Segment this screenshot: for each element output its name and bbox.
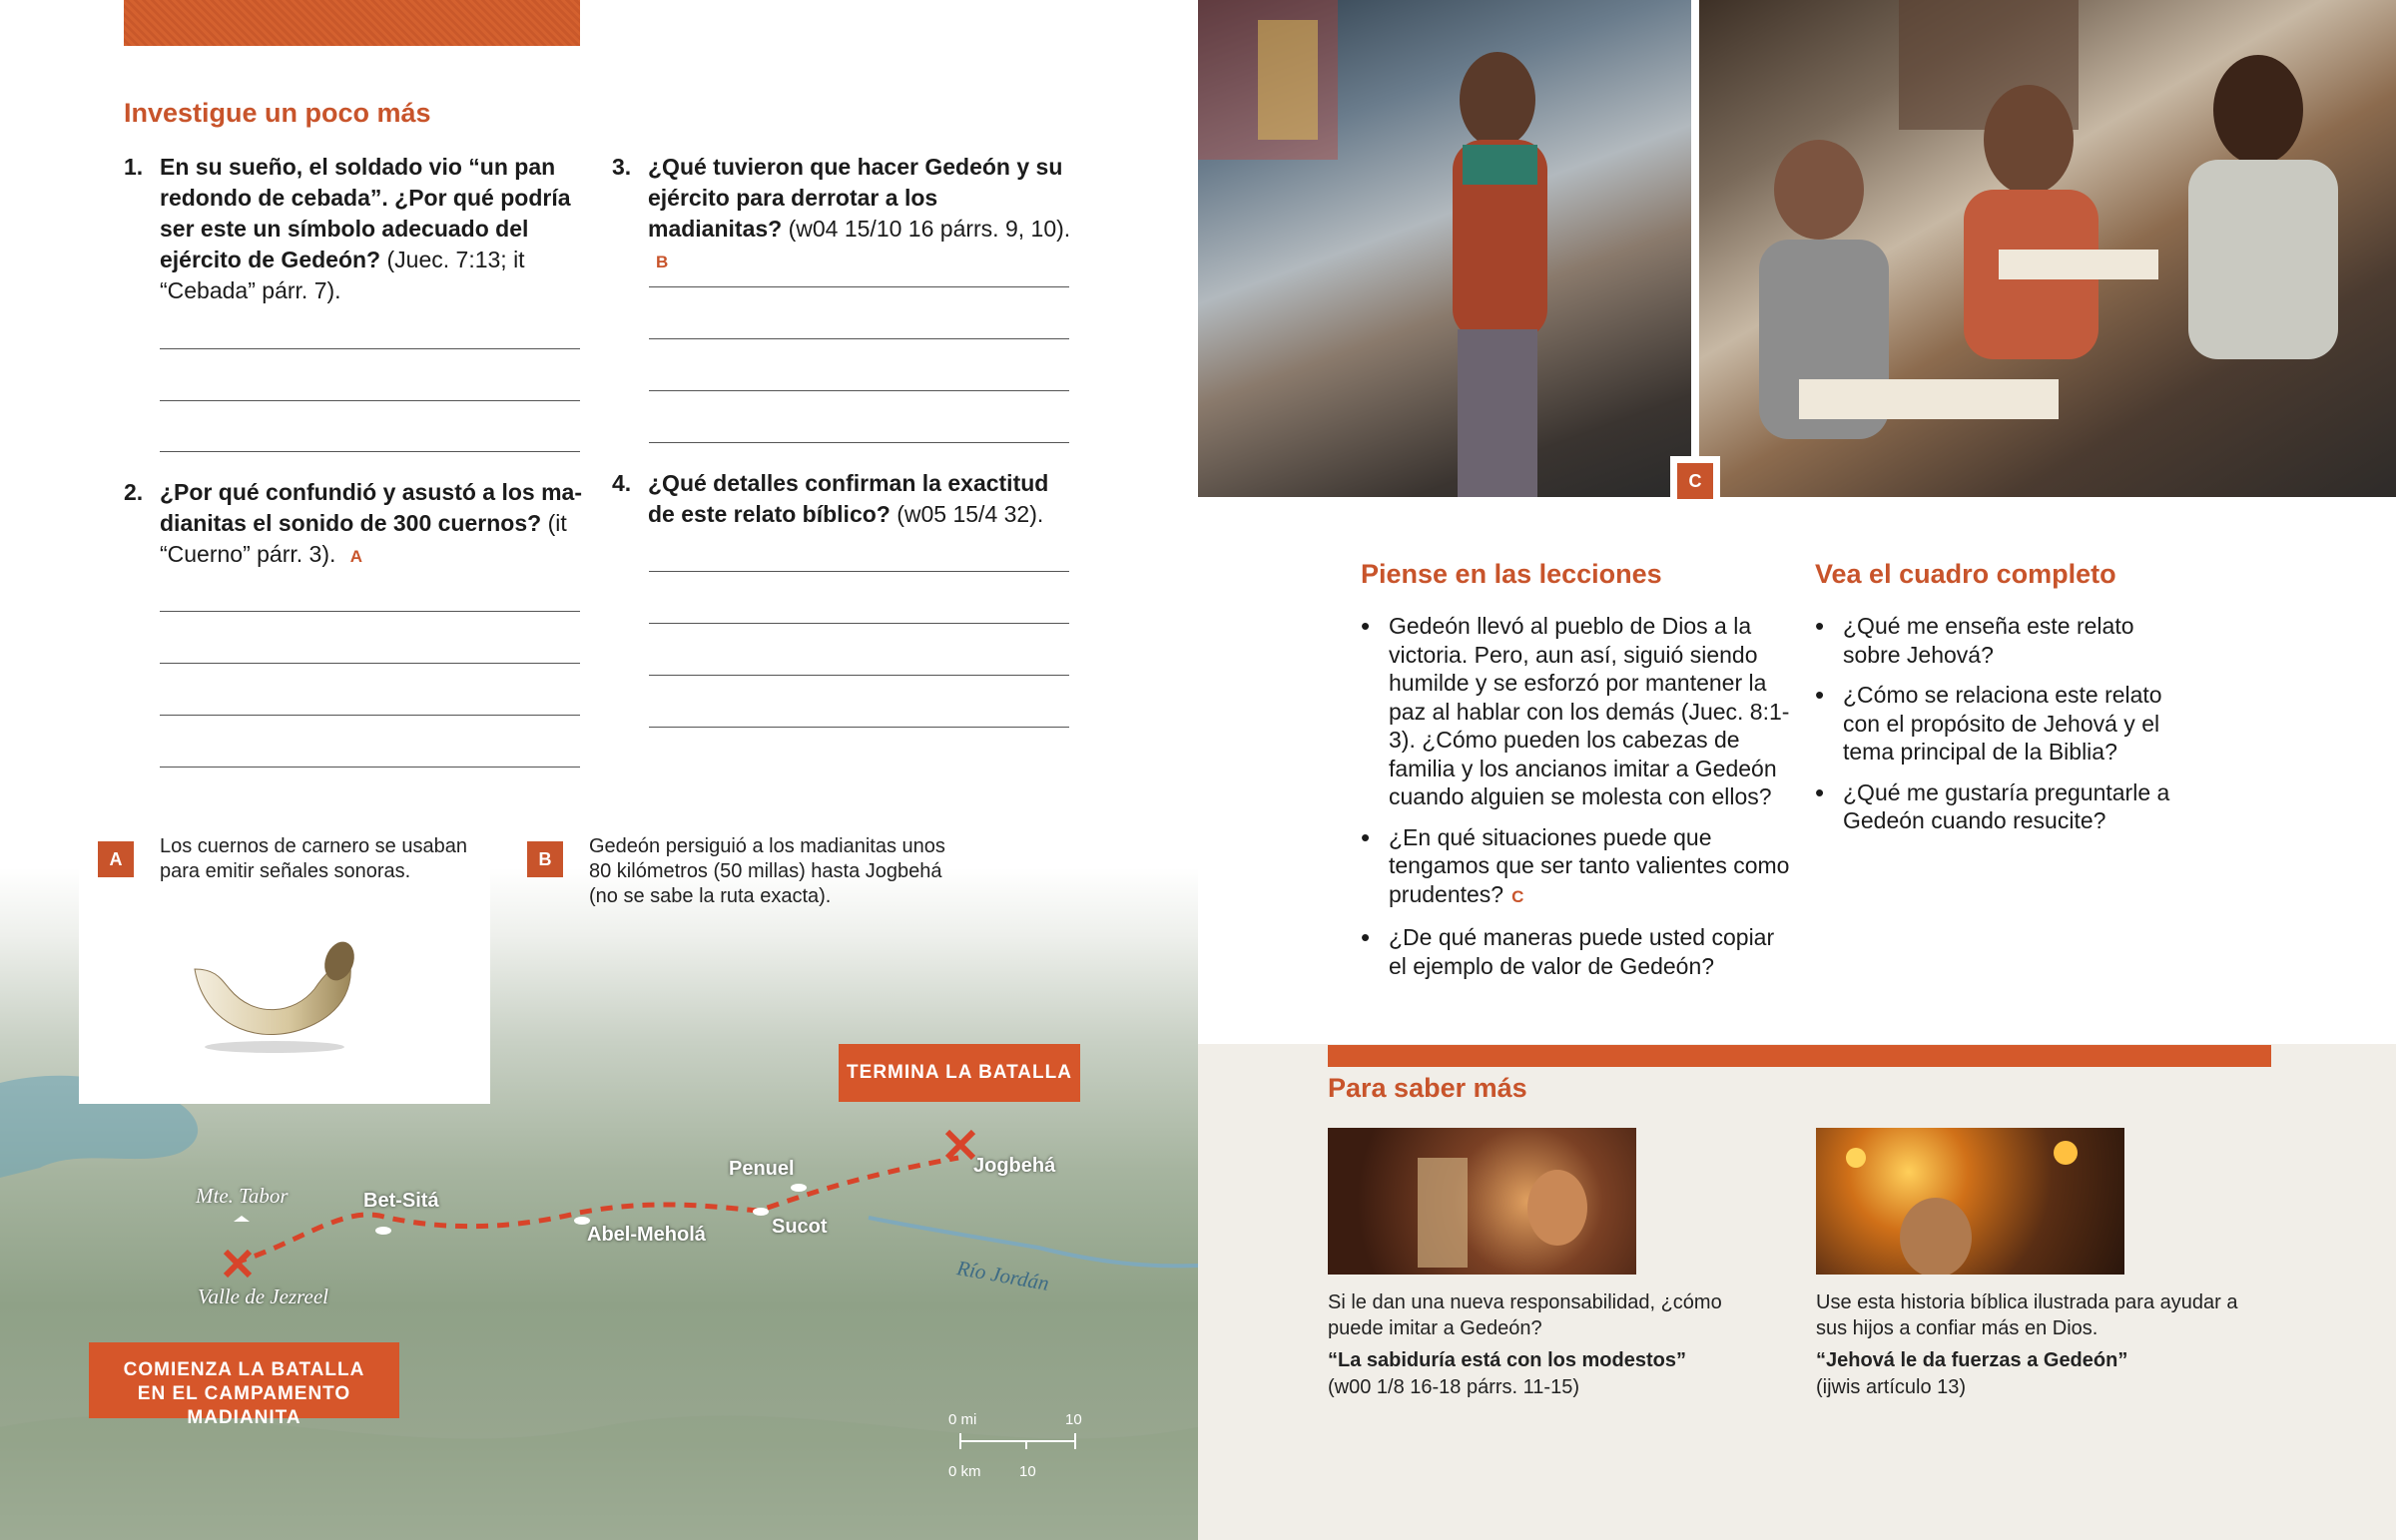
answer-line[interactable] — [160, 715, 580, 716]
answer-line[interactable] — [160, 663, 580, 664]
answer-line[interactable] — [160, 767, 580, 768]
scale-mi-label: 0 mi — [948, 1411, 977, 1428]
answer-line[interactable] — [649, 675, 1069, 676]
article-1-description: Si le dan una nueva responsabilidad, ¿cómo puede imitar a Gedeón? — [1328, 1291, 1722, 1339]
caption-a: Los cuernos de carnero se usaban para emitir señales sonoras. — [160, 835, 467, 882]
photo-divider — [1691, 0, 1699, 497]
horn-card — [79, 819, 490, 1104]
caption-b: Gedeón persiguió a los madianitas unos 80 kilómetros (50 millas) hasta Jogbehá (no se sabe la ruta exacta). — [589, 835, 945, 907]
question-number: 3. — [612, 154, 632, 180]
decorative-texture-bar — [124, 0, 580, 46]
photo-illustration — [1699, 0, 2396, 497]
scale-km-value: 10 — [1019, 1463, 1036, 1480]
lecciones-heading: Piense en las lecciones — [1361, 559, 1662, 589]
article-1-reference: (w00 1/8 16-18 párrs. 11-15) — [1328, 1376, 1579, 1398]
map-label-tabor: Mte. Tabor — [196, 1184, 289, 1208]
lecciones-item: • ¿De qué maneras puede usted copiar el ejemplo de valor de Gedeón? — [1361, 923, 1790, 980]
question-3 — [612, 152, 1071, 271]
article-thumbnail-1[interactable] — [1328, 1128, 1636, 1275]
question-text: ¿Qué tuvieron que hacer Gedeón y su ejército para derrotar a los madianitas? — [648, 154, 1063, 242]
answer-line[interactable] — [160, 611, 580, 612]
map-label-penuel: Penuel — [729, 1158, 795, 1180]
answer-line[interactable] — [649, 571, 1069, 572]
answer-line[interactable] — [649, 623, 1069, 624]
answer-line[interactable] — [160, 348, 580, 349]
cuadro-list — [1815, 612, 2194, 847]
scale-mi-value: 10 — [1065, 1411, 1082, 1428]
article-1-title[interactable]: “La sabiduría está con los modestos” — [1328, 1349, 1686, 1371]
map-label-jordan: Río Jordán — [954, 1256, 1051, 1295]
photo-student-walking — [1198, 0, 1691, 497]
cuadro-heading: Vea el cuadro completo — [1815, 559, 2116, 589]
map-label-jezreel: Valle de Jezreel — [198, 1284, 328, 1308]
caption-badge-a: A — [98, 841, 134, 877]
question-reference: (w05 15/4 32). — [897, 501, 1044, 527]
map-label-betsita: Bet-Sitá — [363, 1190, 439, 1212]
answer-line[interactable] — [160, 451, 580, 452]
photo-illustration — [1198, 0, 1691, 497]
answer-line[interactable] — [649, 727, 1069, 728]
lecciones-list — [1361, 612, 1790, 992]
rams-horn-image — [175, 929, 374, 1059]
question-number: 4. — [612, 470, 632, 496]
thumbnail-illustration — [1816, 1128, 2124, 1275]
cuadro-item: • ¿Cómo se relaciona este relato con el propósito de Jehová y el tema principal de la Biblia? — [1815, 681, 2194, 767]
cuadro-item: • ¿Qué me gustaría preguntarle a Gedeón cuando resucite? — [1815, 778, 2194, 835]
photo-badge-c — [1670, 456, 1720, 506]
question-number: 1. — [124, 154, 144, 180]
answer-line[interactable] — [649, 286, 1069, 287]
question-2 — [124, 477, 583, 577]
article-2-description: Use esta historia bíblica ilustrada para ayudar a sus hijos a confiar más en Dios. — [1816, 1291, 2238, 1339]
lecciones-item: • Gedeón llevó al pueblo de Dios a la victoria. Pero, aun así, siguió siendo humilde y se esforzó por mantener la paz al hablar con los demás (Juec. 8:1-3). ¿Cómo pueden los cabezas de familia y los ancianos imitar a Gedeón cuando alguien se molesta con ellos? — [1361, 612, 1790, 811]
callout-badge-c: C — [1511, 886, 1524, 906]
investigue-heading: Investigue un poco más — [124, 98, 431, 128]
map-label-sucot: Sucot — [772, 1216, 828, 1238]
callout-start-battle — [89, 1342, 399, 1428]
lecciones-item: • ¿En qué situaciones puede que tengamos que ser tanto valientes como prudentes? C — [1361, 823, 1790, 912]
saber-heading: Para saber más — [1328, 1073, 1527, 1103]
question-reference: (w04 15/10 16 párrs. 9, 10). — [788, 216, 1071, 242]
map-label-abelmehola: Abel-Meholá — [587, 1224, 706, 1246]
scale-km-label: 0 km — [948, 1463, 981, 1480]
article-thumbnail-2[interactable] — [1816, 1128, 2124, 1275]
caption-badge-b: B — [527, 841, 563, 877]
answer-line[interactable] — [649, 338, 1069, 339]
callout-badge-b: B — [656, 253, 669, 271]
article-2-title[interactable]: “Jehová le da fuerzas a Gedeón” — [1816, 1349, 2128, 1371]
question-text: ¿Qué detalles confirman la exactitud de este relato bíblico? — [648, 470, 1049, 527]
photo-students-discussion — [1699, 0, 2396, 497]
callout-end-battle: TERMINA LA BATALLA — [839, 1044, 1080, 1102]
callout-start-text: COMIENZA LA BATALLA EN EL CAMPAMENTO MADIANITA — [123, 1359, 365, 1428]
article-2-reference: (ijwis artículo 13) — [1816, 1376, 1967, 1398]
map-label-jogbeha: Jogbehá — [973, 1155, 1056, 1177]
photo-badge-c-label: C — [1677, 463, 1713, 499]
thumbnail-illustration — [1328, 1128, 1636, 1275]
cuadro-item: • ¿Qué me enseña este relato sobre Jehová? — [1815, 612, 2194, 669]
question-reference: (it “Cuerno” párr. 3). — [160, 510, 567, 567]
callout-badge-a: A — [349, 547, 363, 566]
question-number: 2. — [124, 479, 144, 505]
answer-line[interactable] — [649, 442, 1069, 443]
question-text: En su sueño, el soldado vio “un pan redondo de cebada”. ¿Por qué podría ser este un símbolo adecuado del ejército de Gedeón? — [160, 154, 571, 272]
answer-line[interactable] — [649, 390, 1069, 391]
section-accent-bar — [1328, 1045, 2271, 1067]
question-text: ¿Por qué confundió y asustó a los madianitas el sonido de 300 cuernos? — [160, 479, 583, 536]
question-reference: (Juec. 7:13; it “Cebada” párr. 7). — [160, 247, 525, 303]
question-1 — [124, 152, 583, 311]
answer-line[interactable] — [160, 400, 580, 401]
question-4 — [612, 468, 1071, 538]
